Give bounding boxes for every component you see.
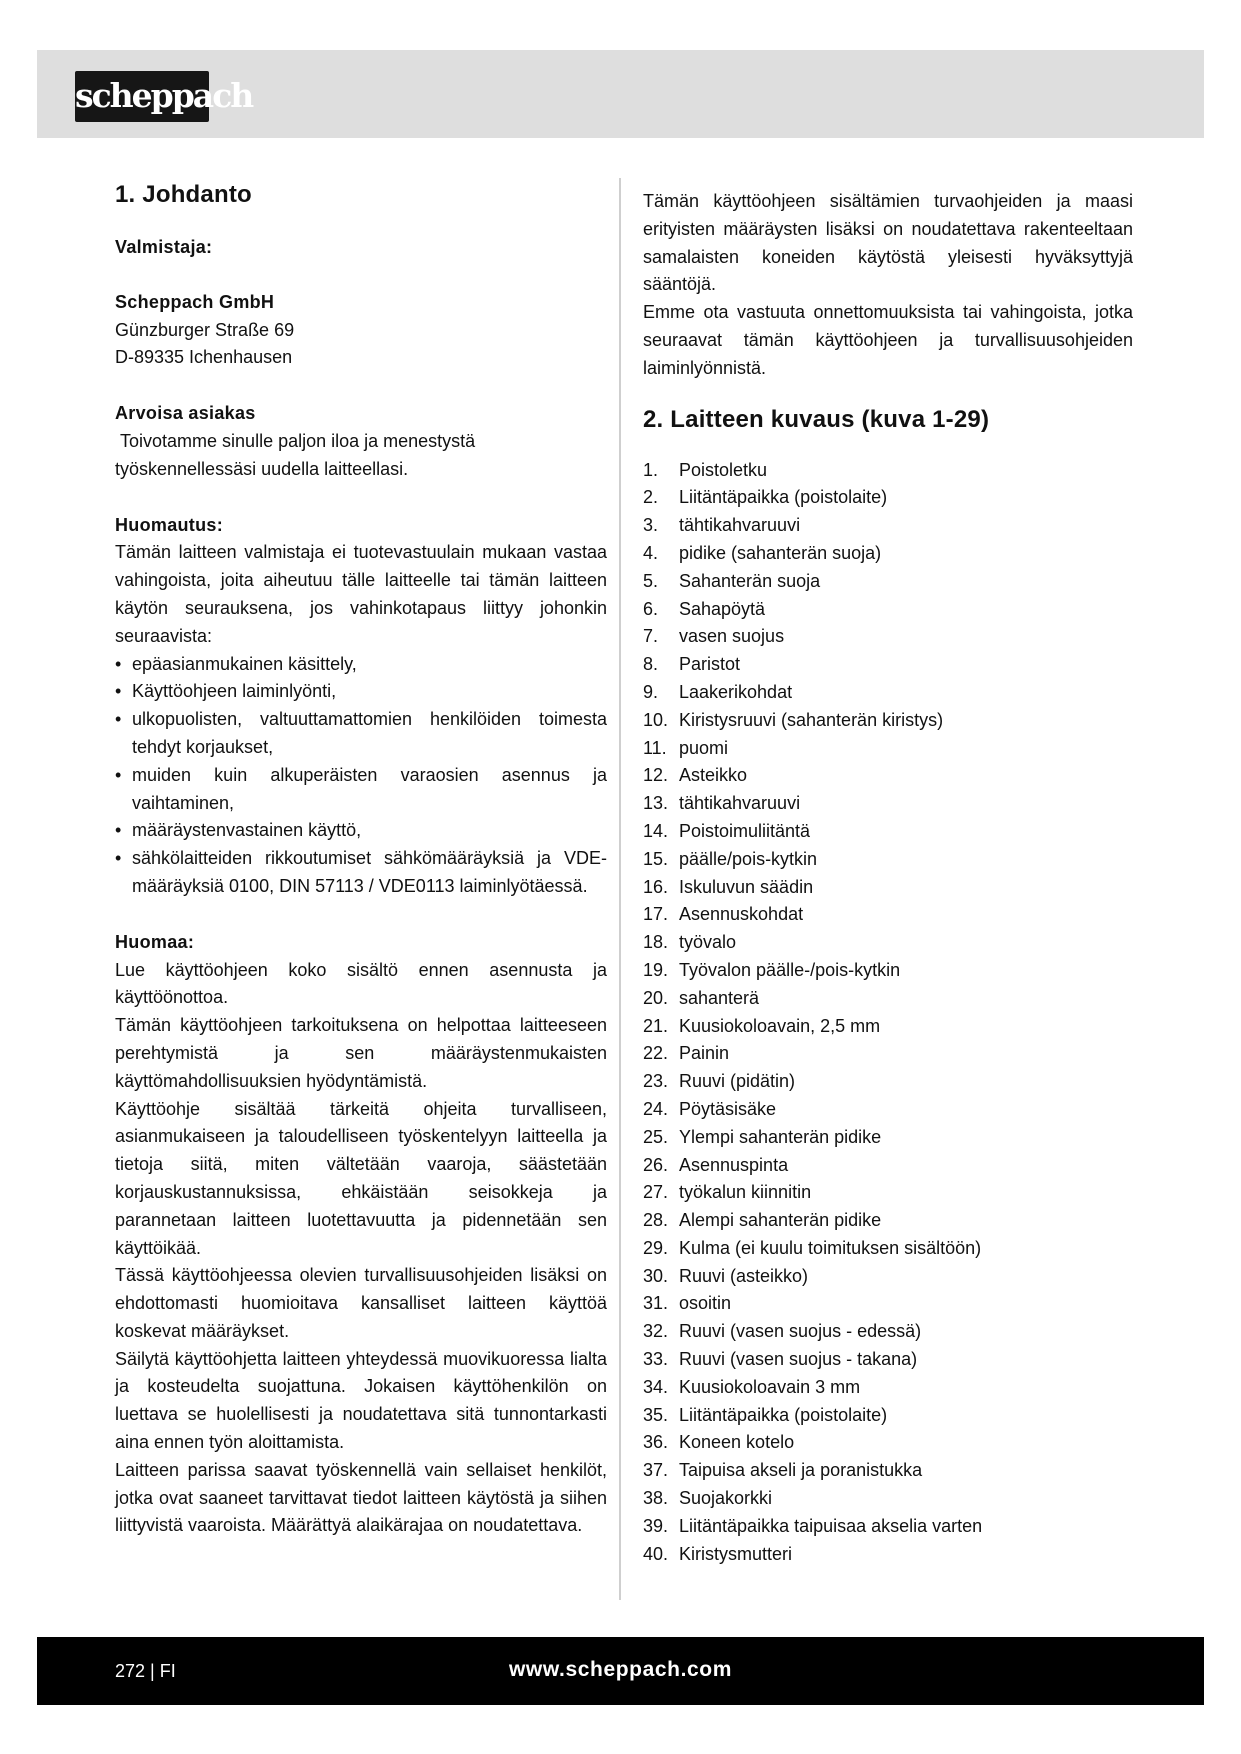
part-number: 5. xyxy=(643,570,659,591)
section-heading-intro: 1. Johdanto xyxy=(115,181,252,208)
list-item: • määräystenvastainen käyttö, xyxy=(115,817,607,845)
part-item xyxy=(643,1374,1133,1402)
list-item: • epäasianmukainen käsittely, xyxy=(115,651,607,679)
part-number: 23. xyxy=(643,1071,669,1092)
part-number: 26. xyxy=(643,1154,669,1175)
part-label: Työvalon päälle-/pois-kytkin xyxy=(679,959,901,980)
part-number: 4. xyxy=(643,542,659,563)
part-label: Ruuvi (asteikko) xyxy=(679,1265,809,1286)
part-number: 6. xyxy=(643,598,659,619)
part-label: osoitin xyxy=(679,1293,732,1314)
part-label: Ylempi sahanterän pidike xyxy=(679,1126,882,1147)
part-item xyxy=(643,1457,1133,1485)
company-street: Günzburger Straße 69 xyxy=(115,319,295,340)
part-label: Kulma (ei kuulu toimituksen sisältöön) xyxy=(679,1237,982,1258)
part-number: 34. xyxy=(643,1376,669,1397)
part-label: Kuusiokoloavain, 2,5 mm xyxy=(679,1015,881,1036)
part-item xyxy=(643,1318,1133,1346)
part-number: 37. xyxy=(643,1460,669,1481)
part-item xyxy=(643,1040,1133,1068)
part-number: 39. xyxy=(643,1515,669,1536)
part-item xyxy=(643,1429,1133,1457)
part-number: 31. xyxy=(643,1293,669,1314)
part-label: Sahapöytä xyxy=(679,598,766,619)
part-item xyxy=(643,874,1133,902)
part-item xyxy=(643,762,1133,790)
part-item xyxy=(643,1263,1133,1291)
part-number: 20. xyxy=(643,987,669,1008)
remark-text: Tämän laitteen valmistaja ei tuotevastuulain mukaan vastaa vahingoista, joita aiheutuu tälle laitteelle tai tämän laitteen käytön seurauksena, jos vahinkotapaus liittyy johonkin seuraavista: xyxy=(115,542,607,646)
part-item xyxy=(643,929,1133,957)
safety-rules-paragraph: Tämän käyttöohjeen sisältämien turvaohjeiden ja maasi erityisten määräysten lisäksi on noudatettava rakenteeltaan samalaisten koneiden käytöstä yleisesti hyväksyttyjä sääntöjä. xyxy=(643,191,1133,295)
note-paragraph: Tämän käyttöohjeen tarkoituksena on helpottaa laitteeseen perehtymistä ja sen määräystenmukaisten käyttömahdollisuuksien hyödyntämistä. xyxy=(115,1015,607,1091)
list-item: • Käyttöohjeen laiminlyönti, xyxy=(115,678,607,706)
part-label: Liitäntäpaikka (poistolaite) xyxy=(679,487,888,508)
part-item xyxy=(643,484,1133,512)
part-item xyxy=(643,1290,1133,1318)
part-label: Alempi sahanterän pidike xyxy=(679,1210,882,1231)
footer-bar xyxy=(37,1637,1204,1705)
part-number: 2. xyxy=(643,487,659,508)
part-number: 27. xyxy=(643,1182,669,1203)
part-label: Ruuvi (pidätin) xyxy=(679,1071,796,1092)
part-label: työvalo xyxy=(679,932,737,953)
part-number: 15. xyxy=(643,848,669,869)
part-item xyxy=(643,1541,1133,1569)
list-item: • ulkopuolisten, valtuuttamattomien henkilöiden toimesta tehdyt korjaukset, xyxy=(115,706,607,762)
part-label: Asennuskohdat xyxy=(679,904,804,925)
remark-label: Huomautus: xyxy=(115,514,223,535)
part-item xyxy=(643,707,1133,735)
part-item xyxy=(643,1096,1133,1124)
part-item xyxy=(643,457,1133,485)
page-number: 272 | FI xyxy=(115,1661,176,1681)
part-label: Liitäntäpaikka (poistolaite) xyxy=(679,1404,888,1425)
parts-list xyxy=(643,457,1133,1569)
part-label: Paristot xyxy=(679,654,741,675)
part-label: Taipuisa akseli ja poranistukka xyxy=(679,1460,923,1481)
part-item xyxy=(643,540,1133,568)
part-item xyxy=(643,1179,1133,1207)
part-item xyxy=(643,1152,1133,1180)
part-number: 25. xyxy=(643,1126,669,1147)
list-item: • sähkölaitteiden rikkoutumiset sähkömääräyksiä ja VDE-määräyksiä 0100, DIN 57113 / VDE0113 laiminlyötäessä. xyxy=(115,845,607,901)
part-number: 32. xyxy=(643,1321,669,1342)
part-item xyxy=(643,596,1133,624)
company-name: Scheppach GmbH xyxy=(115,291,275,312)
part-item xyxy=(643,1068,1133,1096)
part-number: 8. xyxy=(643,654,659,675)
part-number: 24. xyxy=(643,1098,669,1119)
part-label: Laakerikohdat xyxy=(679,681,793,702)
part-number: 30. xyxy=(643,1265,669,1286)
column-divider xyxy=(619,178,621,1600)
part-label: Sahanterän suoja xyxy=(679,570,821,591)
manufacturer-label: Valmistaja: xyxy=(115,237,213,257)
left-column xyxy=(115,180,607,1540)
part-label: Koneen kotelo xyxy=(679,1432,795,1453)
part-label: vasen suojus xyxy=(679,626,785,647)
note-paragraph: Tässä käyttöohjeessa olevien turvallisuusohjeiden lisäksi on ehdottomasti huomioitava kansalliset laitteen käyttöä koskevat määräykset. xyxy=(115,1265,607,1341)
part-number: 13. xyxy=(643,793,669,814)
part-label: työkalun kiinnitin xyxy=(679,1182,812,1203)
part-item xyxy=(643,651,1133,679)
part-number: 28. xyxy=(643,1210,669,1231)
part-number: 22. xyxy=(643,1043,669,1064)
part-item xyxy=(643,512,1133,540)
part-label: Kiristysmutteri xyxy=(679,1543,793,1564)
part-item xyxy=(643,901,1133,929)
part-number: 9. xyxy=(643,681,659,702)
part-item xyxy=(643,985,1133,1013)
note-paragraph: Käyttöohje sisältää tärkeitä ohjeita turvalliseen, asianmukaiseen ja taloudelliseen työskentelyyn laitteella ja tietoja siitä, miten vältetään vaaroja, säästetään korjauskustannuksissa, ehkäistään seisokkeja ja parannetaan laitteen luotettavuutta ja pidennetään sen käyttöikää. xyxy=(115,1098,607,1258)
part-label: Kuusiokoloavain 3 mm xyxy=(679,1376,861,1397)
part-number: 16. xyxy=(643,876,669,897)
part-item xyxy=(643,1235,1133,1263)
part-item xyxy=(643,679,1133,707)
part-label: Suojakorkki xyxy=(679,1488,773,1509)
brand-logo-text: scheppach xyxy=(75,76,253,115)
part-number: 14. xyxy=(643,820,669,841)
part-item xyxy=(643,846,1133,874)
part-number: 17. xyxy=(643,904,669,925)
part-number: 33. xyxy=(643,1349,669,1370)
part-number: 38. xyxy=(643,1488,669,1509)
greeting-text: Toivotamme sinulle paljon iloa ja menestystä työskennellessäsi uudella laitteellasi. xyxy=(115,430,481,479)
part-number: 40. xyxy=(643,1543,669,1564)
part-label: Asteikko xyxy=(679,765,748,786)
part-label: Pöytäsisäke xyxy=(679,1098,777,1119)
brand-logo xyxy=(75,71,253,122)
part-label: Poistoletku xyxy=(679,459,768,480)
part-number: 18. xyxy=(643,932,669,953)
liability-paragraph: Emme ota vastuuta onnettomuuksista tai vahingoista, jotka seuraavat tämän käyttöohjeen ja turvallisuusohjeiden laiminlyönnistä. xyxy=(643,302,1133,378)
part-number: 11. xyxy=(643,737,667,758)
part-item xyxy=(643,790,1133,818)
part-label: tähtikahvaruuvi xyxy=(679,515,801,536)
website-link[interactable]: www.scheppach.com xyxy=(509,1658,732,1681)
part-item xyxy=(643,957,1133,985)
part-label: Painin xyxy=(679,1043,730,1064)
part-item xyxy=(643,735,1133,763)
part-label: sahanterä xyxy=(679,987,760,1008)
part-item xyxy=(643,623,1133,651)
part-item xyxy=(643,1485,1133,1513)
liability-bullet-list xyxy=(115,651,607,901)
part-item xyxy=(643,1402,1133,1430)
part-number: 7. xyxy=(643,626,659,647)
part-number: 29. xyxy=(643,1237,669,1258)
right-column xyxy=(643,188,1133,1568)
part-item xyxy=(643,1124,1133,1152)
part-label: pidike (sahanterän suoja) xyxy=(679,542,882,563)
part-label: tähtikahvaruuvi xyxy=(679,793,801,814)
part-label: puomi xyxy=(679,737,729,758)
part-item xyxy=(643,1207,1133,1235)
note-paragraph: Laitteen parissa saavat työskennellä vain sellaiset henkilöt, jotka ovat saaneet tarvittavat tiedot laitteen käytöstä ja siihen liittyvistä vaaroista. Määrättyä alaikärajaa on noudatettava. xyxy=(115,1459,607,1536)
part-item xyxy=(643,1513,1133,1541)
part-label: Poistoimuliitäntä xyxy=(679,820,811,841)
part-number: 1. xyxy=(643,459,659,480)
part-number: 35. xyxy=(643,1404,669,1425)
part-label: Ruuvi (vasen suojus - takana) xyxy=(679,1349,918,1370)
part-number: 21. xyxy=(643,1015,669,1036)
company-city: D-89335 Ichenhausen xyxy=(115,347,293,368)
greeting-label: Arvoisa asiakas xyxy=(115,403,256,424)
part-item xyxy=(643,1346,1133,1374)
part-number: 19. xyxy=(643,959,669,980)
note-paragraph: Lue käyttöohjeen koko sisältö ennen asennusta ja käyttöönottoa. xyxy=(115,959,607,1008)
part-label: Kiristysruuvi (sahanterän kiristys) xyxy=(679,709,944,730)
part-label: Asennuspinta xyxy=(679,1154,789,1175)
part-item xyxy=(643,818,1133,846)
part-item xyxy=(643,1013,1133,1041)
note-label: Huomaa: xyxy=(115,931,195,952)
part-item xyxy=(643,568,1133,596)
part-label: Ruuvi (vasen suojus - edessä) xyxy=(679,1321,922,1342)
part-label: Liitäntäpaikka taipuisaa akselia varten xyxy=(679,1515,983,1536)
note-paragraph: Säilytä käyttöohjetta laitteen yhteydessä muovikuoressa lialta ja kosteudelta suojattuna. Jokaisen käyttöhenkilön on luettava se huolellisesti ja noudatettava sitä tunnontarkasti aina ennen työn aloittamista. xyxy=(115,1348,607,1453)
part-number: 12. xyxy=(643,765,669,786)
part-number: 36. xyxy=(643,1432,669,1453)
part-label: päälle/pois-kytkin xyxy=(679,848,818,869)
part-label: Iskuluvun säädin xyxy=(679,876,814,897)
section-heading-description: 2. Laitteen kuvaus (kuva 1-29) xyxy=(643,405,990,433)
list-item: • muiden kuin alkuperäisten varaosien asennus ja vaihtaminen, xyxy=(115,762,607,818)
part-number: 3. xyxy=(643,515,659,536)
part-number: 10. xyxy=(643,709,669,730)
